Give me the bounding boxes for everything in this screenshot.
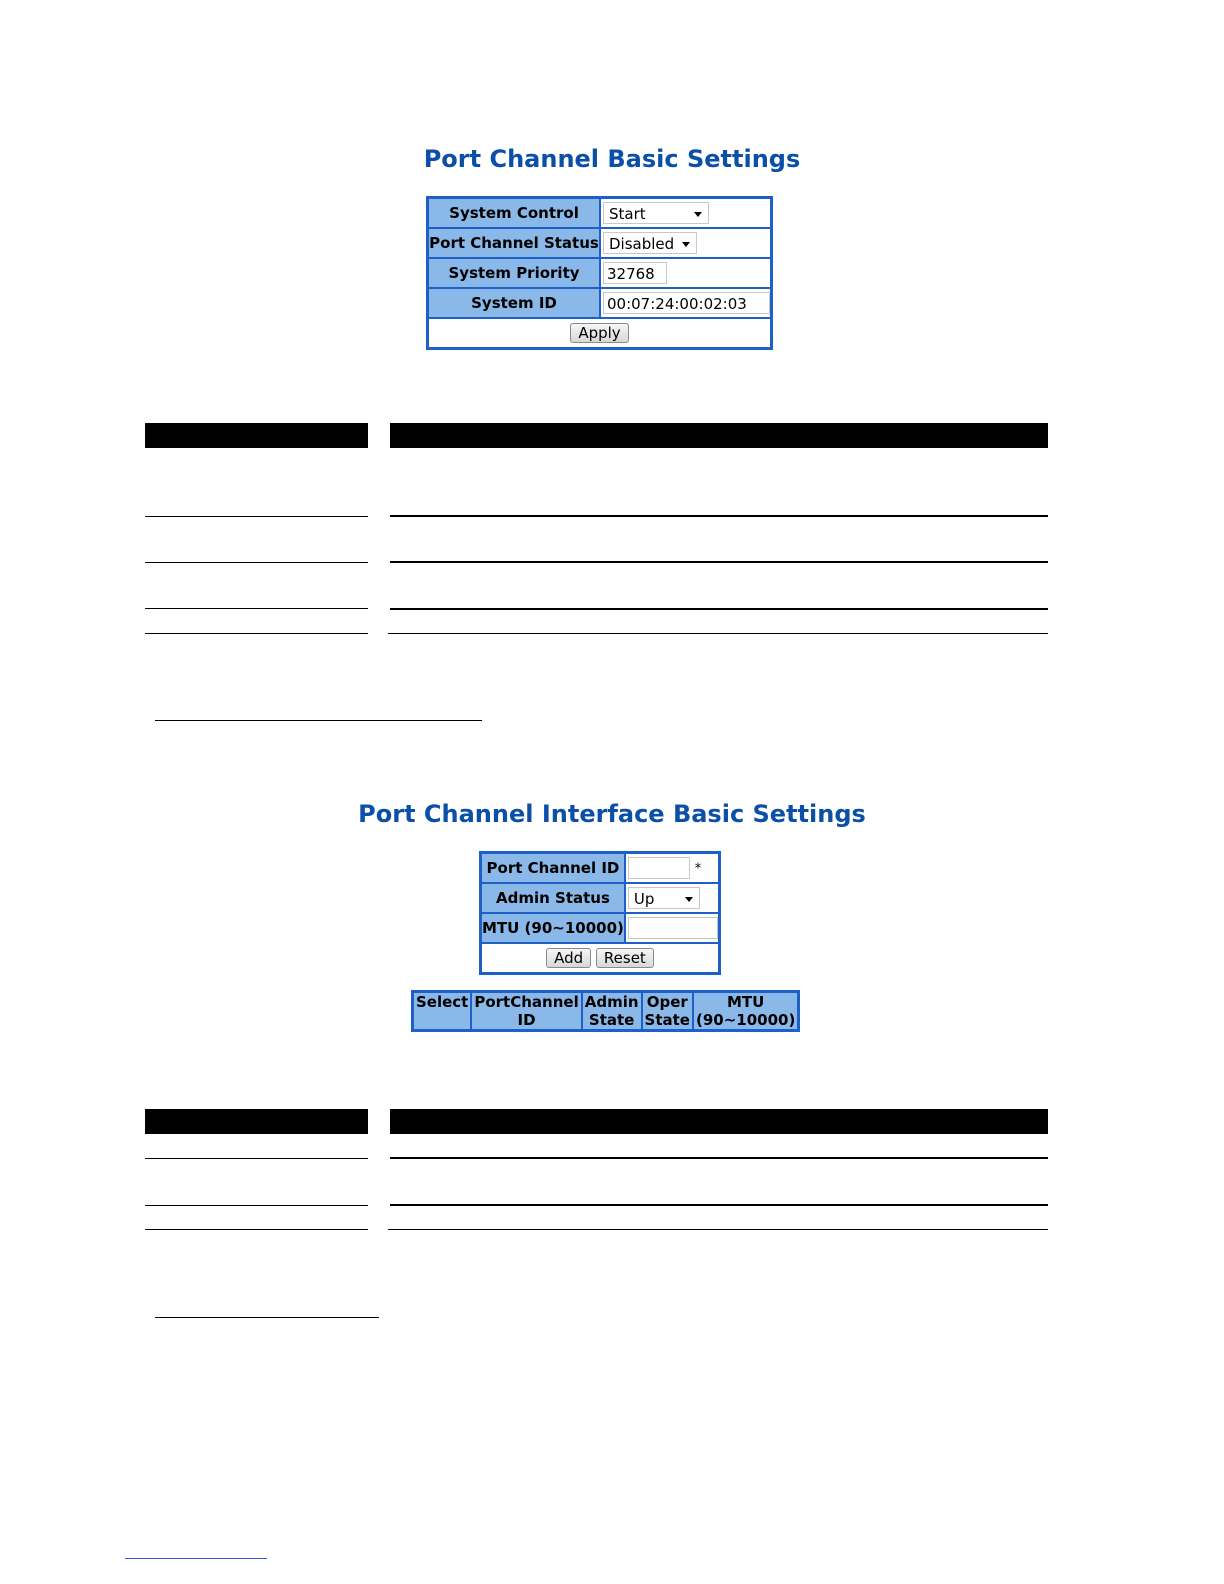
- system-control-value: Start: [609, 205, 646, 223]
- divider: [145, 516, 368, 517]
- divider: [145, 562, 368, 563]
- port-channel-status-select[interactable]: [603, 232, 697, 254]
- divider: [388, 633, 1048, 634]
- system-control-select[interactable]: [603, 202, 709, 224]
- dropdown-arrow-icon: [685, 897, 693, 902]
- admin-status-label: Admin Status: [481, 883, 625, 913]
- port-channel-basic-settings-form: [426, 196, 773, 350]
- divider: [145, 1229, 368, 1230]
- underline-rule: [155, 720, 482, 721]
- divider: [145, 608, 368, 609]
- page-title-port-channel-interface-basic-settings: Port Channel Interface Basic Settings: [358, 800, 866, 828]
- table-header-bar: [145, 1109, 368, 1134]
- table-header-row: [413, 992, 798, 1030]
- port-channel-id-label: Port Channel ID: [481, 853, 625, 883]
- table-header-bar: [390, 1109, 1048, 1134]
- table-header-bar: [390, 423, 1048, 448]
- system-id-label: System ID: [428, 288, 600, 318]
- column-header-select: Select: [413, 992, 471, 1030]
- system-priority-input[interactable]: 32768: [603, 262, 667, 284]
- column-header-mtu: MTU (90~10000): [693, 992, 798, 1030]
- system-id-input[interactable]: 00:07:24:00:02:03: [603, 292, 770, 314]
- admin-status-value: Up: [633, 890, 655, 908]
- dropdown-arrow-icon: [694, 212, 702, 217]
- divider: [145, 633, 368, 634]
- system-priority-label: System Priority: [428, 258, 600, 288]
- column-header-admin-state: Admin State: [582, 992, 642, 1030]
- divider: [390, 561, 1048, 563]
- mtu-input[interactable]: [628, 917, 718, 939]
- port-channel-status-label: Port Channel Status: [428, 228, 600, 258]
- port-channel-status-value: Disabled: [609, 235, 675, 253]
- port-channel-interface-basic-settings-form: [479, 851, 721, 975]
- port-channel-id-input[interactable]: [628, 857, 690, 879]
- admin-status-select[interactable]: [628, 887, 700, 909]
- add-button[interactable]: Add: [546, 948, 591, 968]
- divider: [390, 515, 1048, 517]
- reset-button[interactable]: Reset: [596, 948, 654, 968]
- divider: [390, 1157, 1048, 1159]
- column-header-oper-state: Oper State: [642, 992, 693, 1030]
- dropdown-arrow-icon: [682, 242, 690, 247]
- column-header-portchannel-id: PortChannel ID: [471, 992, 581, 1030]
- footnote-rule: [125, 1558, 267, 1559]
- table-header-bar: [145, 423, 368, 448]
- underline-rule: [155, 1317, 379, 1318]
- divider: [390, 1204, 1048, 1206]
- mtu-label: MTU (90~10000): [481, 913, 625, 943]
- system-control-label: System Control: [428, 198, 600, 228]
- apply-button[interactable]: Apply: [570, 323, 628, 343]
- divider: [390, 608, 1048, 610]
- divider: [145, 1158, 368, 1159]
- divider: [388, 1229, 1048, 1230]
- divider: [145, 1205, 368, 1206]
- port-channel-list-table: [411, 990, 800, 1032]
- required-mark: *: [694, 861, 702, 877]
- page-title-port-channel-basic-settings: Port Channel Basic Settings: [423, 145, 801, 173]
